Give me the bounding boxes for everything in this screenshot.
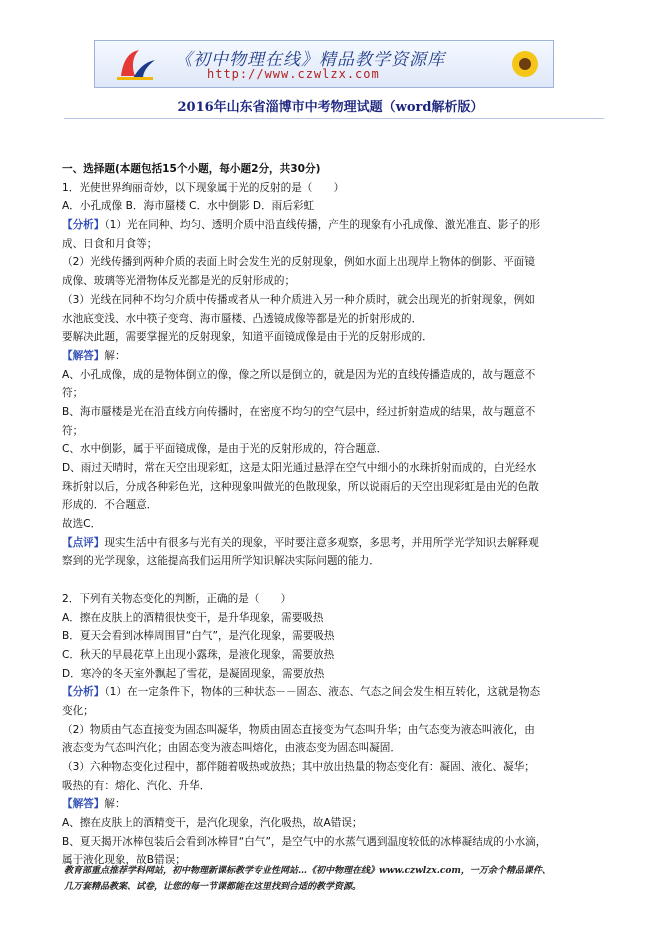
banner-url[interactable]: http://www.czwlzx.com xyxy=(207,67,380,81)
text-line: D、雨过天晴时，常在天空出现彩虹，这是太阳光通过悬浮在空气中细小的水珠折射而成的，白光经水 xyxy=(62,462,537,474)
text-line: （2）物质由气态直接变为固态叫凝华，物质由固态直接变为气态叫升华；由气态变为液态叫液化，由 xyxy=(62,723,535,736)
answer-heading xyxy=(62,795,592,814)
text-line: B、海市蜃楼是光在沿直线方向传播时，在密度不均匀的空气层中，经过折射造成的结果，故与题意不 xyxy=(62,405,536,418)
analysis-tag: 【分析】 xyxy=(62,219,105,232)
answer-heading xyxy=(62,347,592,366)
sunflower-icon xyxy=(505,47,545,81)
comment-paragraph xyxy=(62,534,592,553)
comment-tag: 【点评】 xyxy=(62,536,105,549)
text-line: 成、日食和月食等； xyxy=(62,237,158,250)
banner-title: 《初中物理在线》精品教学资源库 xyxy=(175,50,445,70)
text-line: （1）光在同种、均匀、透明介质中沿直线传播，产生的现象有小孔成像、激光准直、影子的形 xyxy=(104,219,541,232)
text-line: 察到的光学现象，这能提高我们运用所学知识解决实际问题的能力． xyxy=(62,555,380,568)
question-option: A．擦在皮肤上的酒精很快变干，是升华现象，需要吸热 xyxy=(62,611,324,624)
question-stem: 2．下列有关物态变化的判断，正确的是（ ） xyxy=(62,592,292,605)
text-line: 珠折射以后，分成各种彩色光，这种现象叫做光的色散现象，所以说雨后的天空出现彩虹是由光的色散 xyxy=(62,480,539,493)
question-option: D．寒冷的冬天室外飘起了雪花，是凝固现象，需要放热 xyxy=(62,667,325,680)
analysis-paragraph xyxy=(62,683,592,702)
text-line: 成像、玻璃等光滑物体反光都是光的反射形成的； xyxy=(62,275,296,288)
text-line: 水池底变浅、水中筷子变弯、海市蜃楼、凸透镜成像等都是光的折射形成的． xyxy=(62,312,423,325)
text-line: 形成的．不合题意． xyxy=(62,499,158,512)
site-logo-icon xyxy=(113,46,157,82)
text-line: 现实生活中有很多与光有关的现象，平时要注意多观察，多思考，并用所学光学知识去解释观 xyxy=(104,536,539,549)
text-line: 属于液化现象，故B错误； xyxy=(62,854,186,867)
document-body xyxy=(62,160,592,870)
answer-lead: 解： xyxy=(104,798,126,811)
text-line: 吸热的有：熔化、汽化、升华． xyxy=(62,779,211,792)
text-line: B、夏天揭开冰棒包装后会看到冰棒冒“白气”，是空气中的水蒸气遇到温度较低的冰棒凝结成的小水滴， xyxy=(62,835,547,848)
text-line: A、小孔成像，成的是物体倒立的像，像之所以是倒立的，就是因为光的直线传播造成的，故与题意不 xyxy=(62,368,536,381)
question-stem: 1．光使世界绚丽奇妙，以下现象属于光的反射的是（ ） xyxy=(62,181,345,194)
question-option: B．夏天会看到冰棒周围冒“白气”，是汽化现象，需要吸热 xyxy=(62,630,335,643)
text-line: A、擦在皮肤上的酒精变干，是汽化现象，汽化吸热，故A错误； xyxy=(62,817,363,830)
analysis-paragraph xyxy=(62,216,592,235)
text-line: 符； xyxy=(62,387,84,400)
section-heading: 一、选择题(本题包括15个小题，每小题2分，共30分) xyxy=(62,163,321,175)
document-title: 2016年山东省淄博市中考物理试题（word解析版） xyxy=(177,100,484,115)
answer-lead: 解： xyxy=(104,349,126,362)
text-line: （3）光线在同种不均匀介质中传播或者从一种介质进入另一种介质时，就会出现光的折射现象，例如 xyxy=(62,293,535,306)
footer-line: 几万套精品教案、试卷，让您的每一节课都能在这里找到合适的教学资源。 xyxy=(64,882,362,892)
page-footer xyxy=(64,863,604,895)
site-banner xyxy=(94,40,554,88)
title-divider xyxy=(64,118,604,119)
text-line: 故选C． xyxy=(62,518,102,531)
text-line: 要解决此题，需要掌握光的反射现象，知道平面镜成像是由于光的反射形成的． xyxy=(62,331,433,344)
text-line: （2）光线传播到两种介质的表面上时会发生光的反射现象，例如水面上出现岸上物体的倒影、平面镜 xyxy=(62,256,535,269)
text-line: 符； xyxy=(62,424,84,437)
question-options: A．小孔成像 B．海市蜃楼 C．水中倒影 D．雨后彩虹 xyxy=(62,200,315,213)
text-line: （3）六种物态变化过程中，都伴随着吸热或放热；其中放出热量的物态变化有：凝固、液化、凝华； xyxy=(62,761,535,773)
footer-line: 教育部重点推荐学科网站，初中物理新课标教学专业性网站…《初中物理在线》www.czwlzx.com，一万余个精品课件、 xyxy=(64,866,551,876)
spacer xyxy=(62,571,592,590)
text-line: 变化； xyxy=(62,704,94,717)
analysis-tag: 【分析】 xyxy=(62,686,105,699)
text-line: C、水中倒影，属于平面镜成像，是由于光的反射形成的，符合题意． xyxy=(62,443,388,456)
text-line: （1）在一定条件下，物体的三种状态－－固态、液态、气态之间会发生相互转化，这就是物态 xyxy=(104,686,541,699)
text-line: 液态变为气态叫汽化；由固态变为液态叫熔化，由液态变为固态叫凝固． xyxy=(62,742,401,755)
answer-tag: 【解答】 xyxy=(62,349,105,362)
answer-tag: 【解答】 xyxy=(62,798,105,811)
question-option: C．秋天的早晨花草上出现小露珠，是液化现象，需要放热 xyxy=(62,648,335,661)
